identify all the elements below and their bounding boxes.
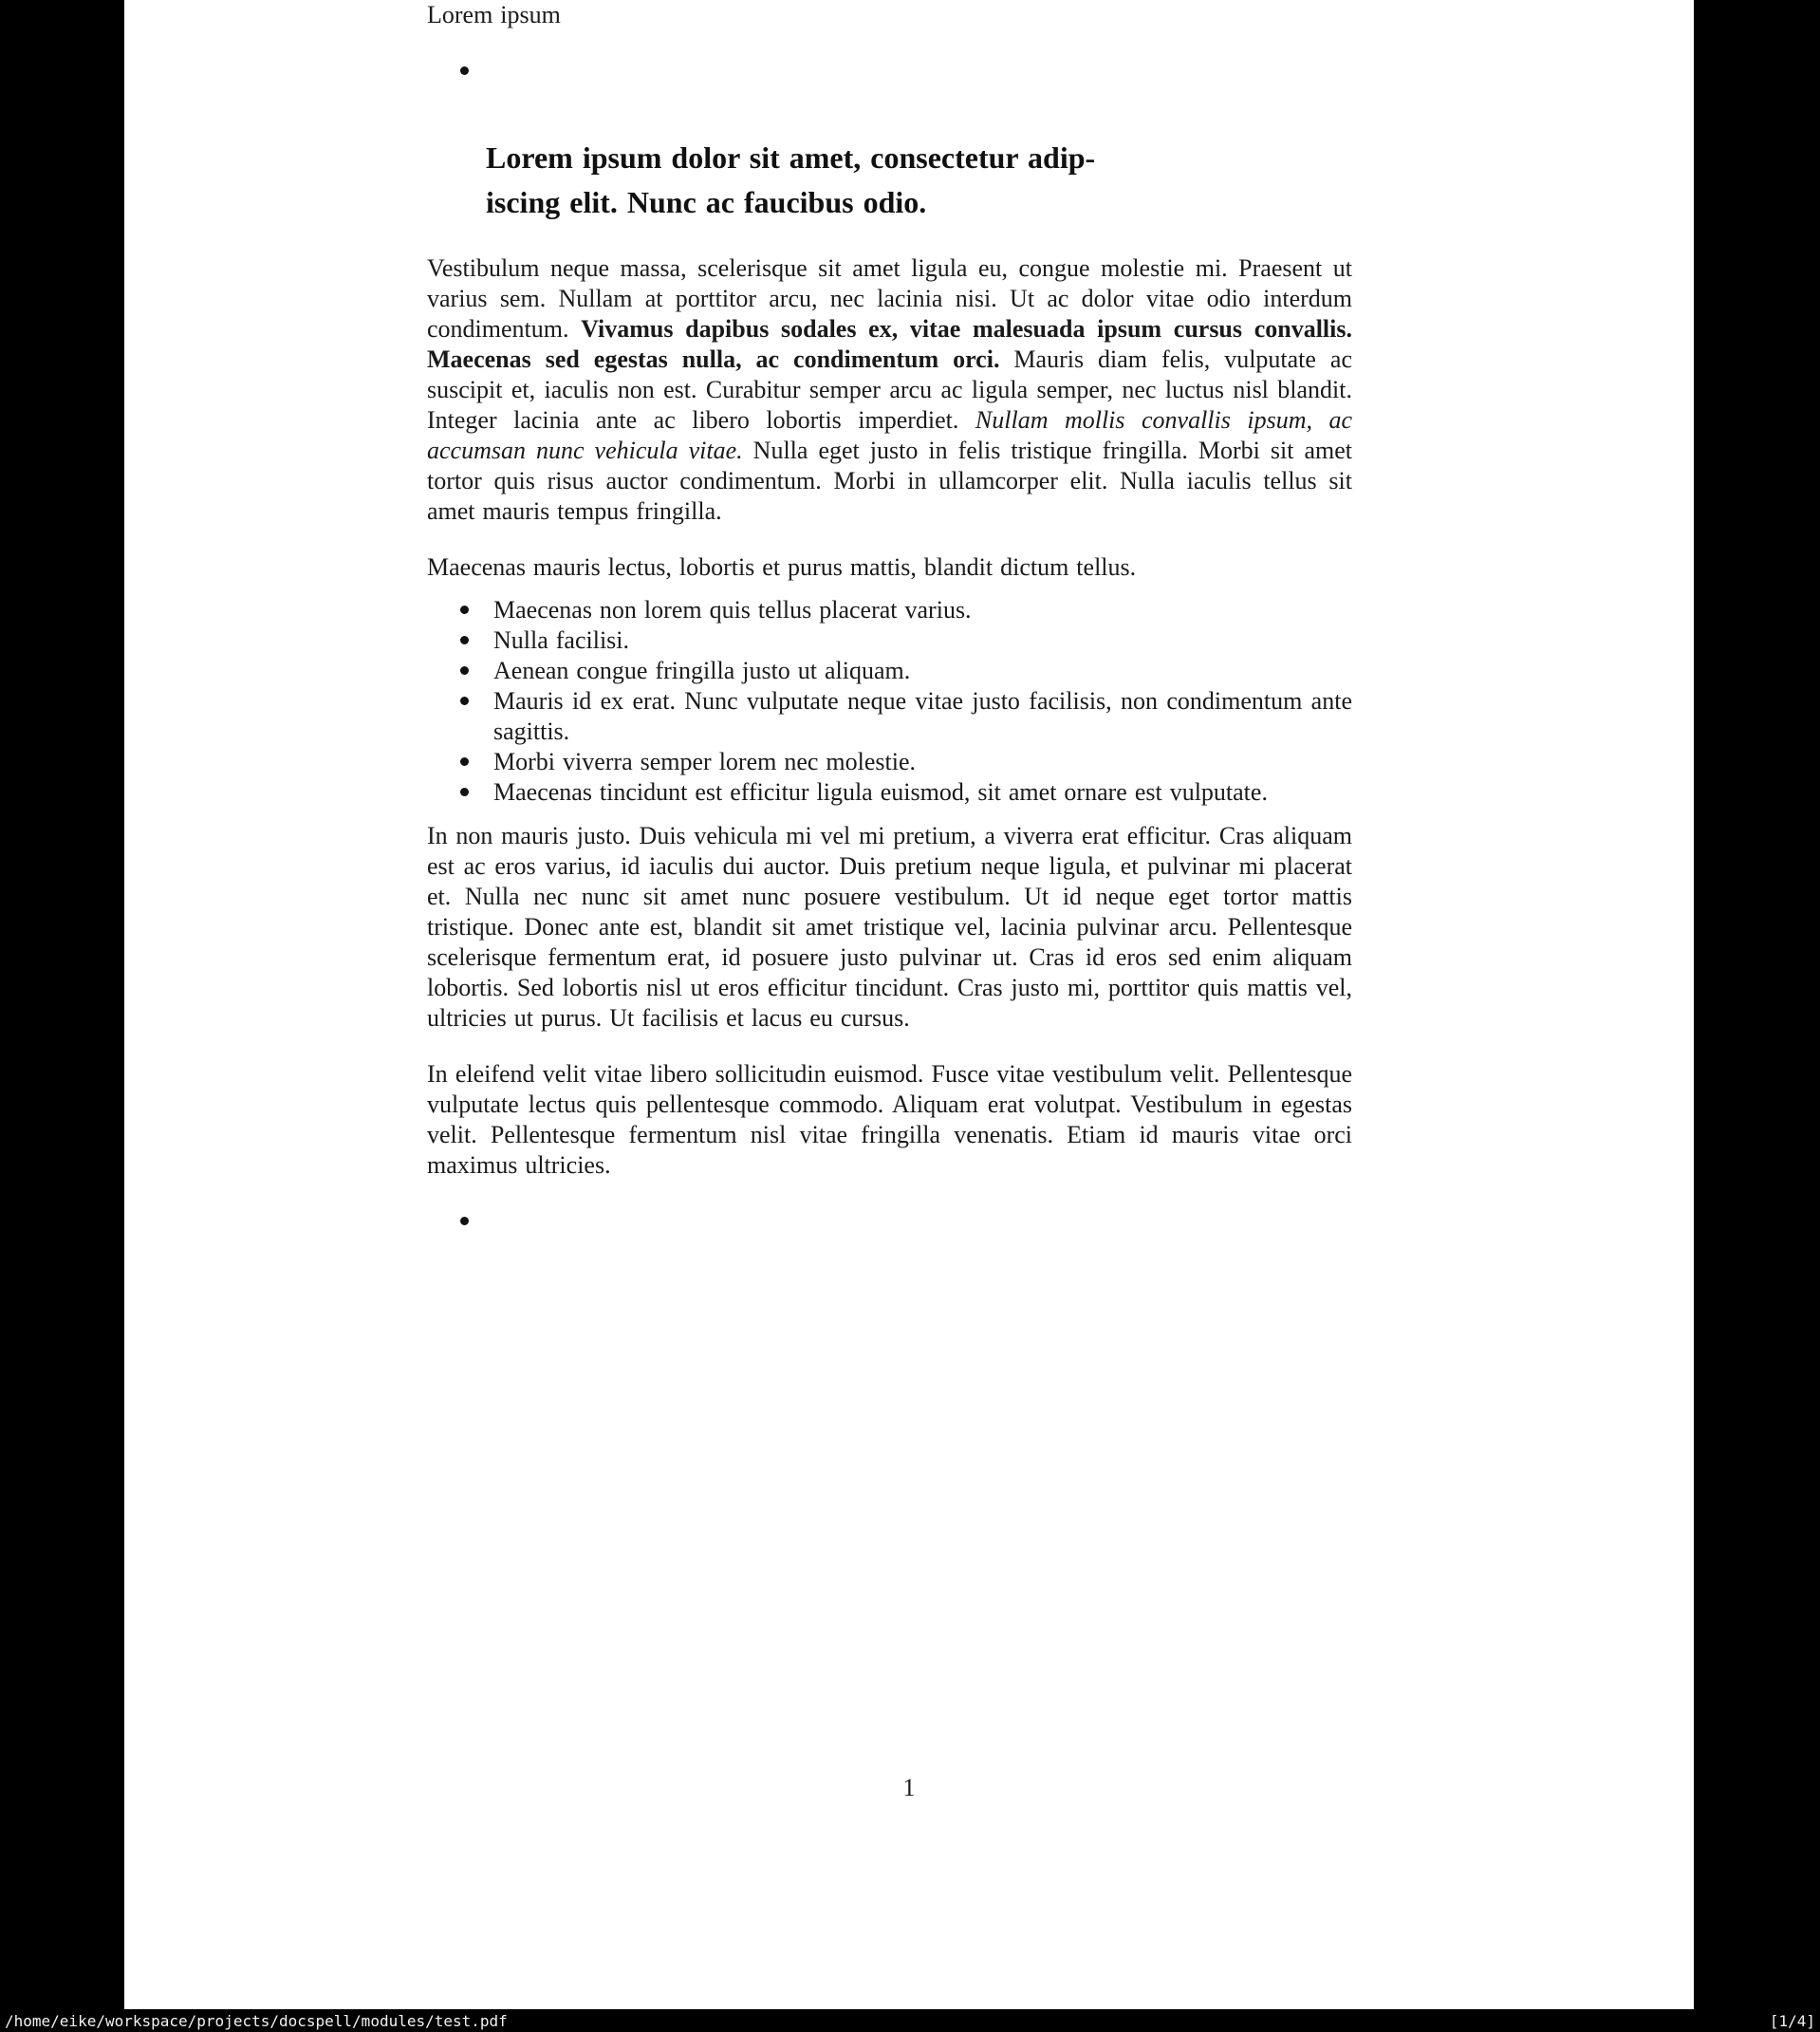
text-run: Lorem ipsum <box>427 1 561 28</box>
bullet-icon <box>460 666 469 675</box>
list-item <box>427 656 1352 686</box>
bullet-icon <box>460 697 469 705</box>
list-item-text: Morbi viverra semper lorem nec molestie. <box>493 748 917 775</box>
bullet-icon <box>460 66 469 75</box>
text-run: Maecenas mauris lectus, lobortis et purus mattis, blandit dictum tellus. <box>427 553 1137 581</box>
bullet-icon <box>460 636 469 644</box>
page-number: 1 <box>902 1774 916 1801</box>
bullet-icon <box>460 788 469 796</box>
text-run: Vestibulum neque massa, scelerisque sit amet ligula eu, congue molestie mi. Praesent ut varius sem. Nullam at porttitor arcu, nec lacinia nisi. Ut ac dolor vitae odio interdum condimentum. <box>427 254 1352 343</box>
empty-list-item-top <box>427 56 1352 86</box>
heading-line: iscing elit. Nunc ac faucibus odio. <box>486 185 927 219</box>
body-paragraph-4 <box>427 1059 1352 1181</box>
empty-list-item-bottom <box>427 1206 1352 1237</box>
text-run: Mauris diam felis, vulputate ac suscipit et, iaculis non est. Curabitur semper arcu ac ligula semper, nec luctus nisl blandit. Integer lacinia ante ac libero lobortis imperdiet. <box>427 345 1352 434</box>
list-item-text: Aenean congue fringilla justo ut aliquam. <box>493 657 911 684</box>
intro-paragraph <box>427 0 1352 30</box>
list-item-text: Maecenas non lorem quis tellus placerat varius. <box>493 596 972 624</box>
document-content <box>427 0 1352 1237</box>
list-item-text: Nulla facilisi. <box>493 626 630 654</box>
list-item <box>427 686 1352 747</box>
list-item-text: Mauris id ex erat. Nunc vulputate neque vitae justo facilisis, non condimentum ante sagittis. <box>493 687 1352 745</box>
list-item <box>427 747 1352 777</box>
section-heading <box>486 136 1352 225</box>
bullet-icon <box>460 1217 469 1225</box>
list-item <box>427 777 1352 808</box>
bullet-list <box>427 595 1352 808</box>
italic-text-run: Nullam mollis convallis ipsum, ac accumsan nunc vehicula vitae. <box>427 406 1352 464</box>
body-paragraph-3 <box>427 821 1352 1034</box>
status-bar <box>0 2009 1820 2032</box>
page-indicator: [1/4] <box>1769 2011 1815 2030</box>
list-item-text: Maecenas tincidunt est efficitur ligula euismod, sit amet ornare est vulputate. <box>493 778 1268 806</box>
text-run: Nulla eget justo in felis tristique fringilla. Morbi sit amet tortor quis risus auctor condimentum. Morbi in ullamcorper elit. Nulla iaculis tellus sit amet mauris tempus fringilla. <box>427 437 1352 525</box>
list-item <box>427 625 1352 656</box>
body-paragraph-2 <box>427 552 1352 583</box>
text-run: In eleifend velit vitae libero sollicitudin euismod. Fusce vitae vestibulum velit. Pellentesque vulputate lectus quis pellentesque commodo. Aliquam erat volutpat. Vestibulum in egestas velit. Pellentesque fermentum nisl vitae fringilla venenatis. Etiam id mauris vitae orci maximus ultricies. <box>427 1060 1352 1179</box>
bold-text-run: Vivamus dapibus sodales ex, vitae malesuada ipsum cursus convallis. Maecenas sed egestas nulla, ac condimentum orci. <box>427 315 1352 373</box>
list-item <box>427 595 1352 625</box>
document-page[interactable] <box>124 0 1694 2009</box>
body-paragraph-1 <box>427 253 1352 527</box>
file-path: /home/eike/workspace/projects/docspell/modules/test.pdf <box>5 2011 508 2030</box>
text-run: In non mauris justo. Duis vehicula mi vel mi pretium, a viverra erat efficitur. Cras aliquam est ac eros varius, id iaculis dui auctor. Duis pretium neque ligula, et pulvinar mi placerat et. Nulla nec nunc sit amet nunc posuere vestibulum. Ut id neque eget tortor mattis tristique. Donec ante est, blandit sit amet tristique vel, lacinia pulvinar arcu. Pellentesque scelerisque fermentum erat, id posuere justo pulvinar ut. Cras id eros sed enim aliquam lobortis. Sed lobortis nisl ut eros efficitur tincidunt. Cras justo mi, porttitor quis mattis vel, ultricies ut purus. Ut facilisis et lacus eu cursus. <box>427 822 1352 1032</box>
heading-line: Lorem ipsum dolor sit amet, consectetur adip- <box>486 140 1096 175</box>
bullet-icon <box>460 606 469 614</box>
bullet-icon <box>460 757 469 766</box>
